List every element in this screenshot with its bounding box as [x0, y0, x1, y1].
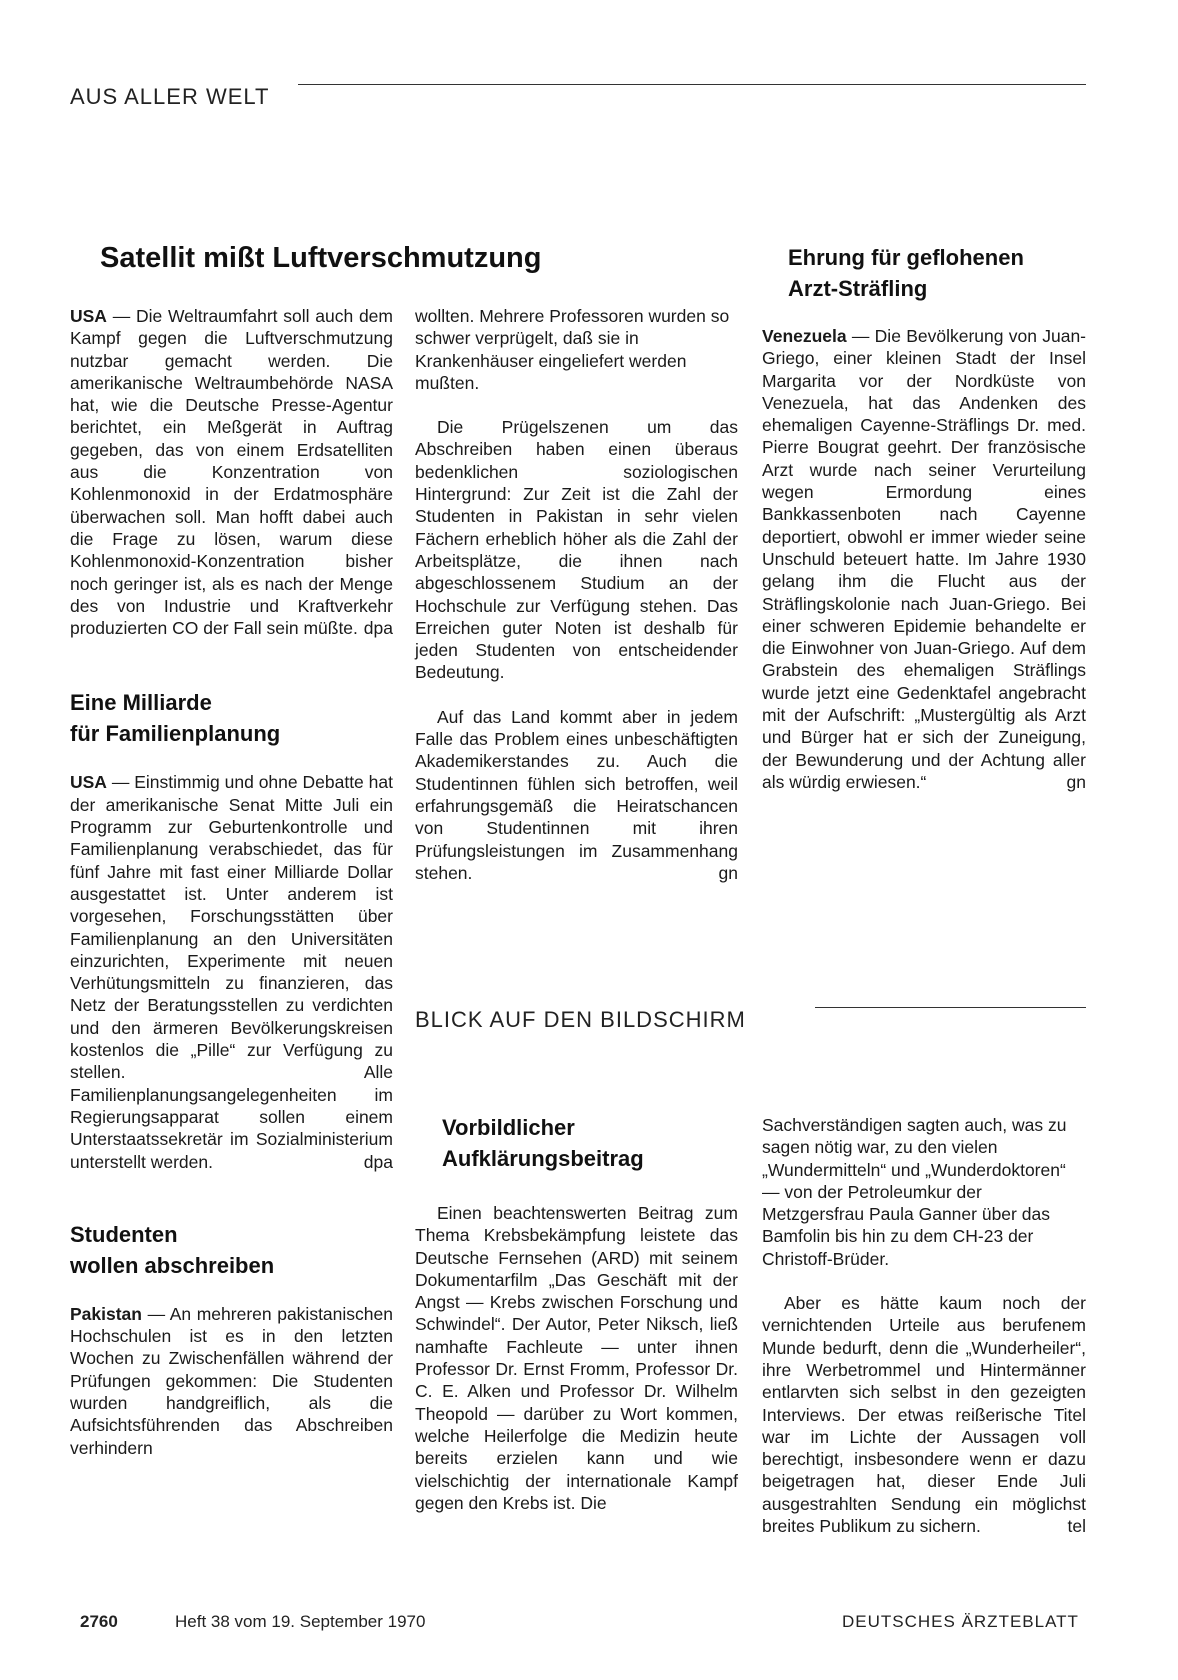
article-studenten-body-start: Pakistan — An mehreren pakistanischen Hochschulen ist es in den letzten Wochen zu Zwischenfällen während der Prüfungen gekommen: Die Studenten wurden handgreiflich, als die Aufsichtsführenden das Abschreiben verhindern [70, 1303, 393, 1458]
section-heading-2: BLICK AUF DEN BILDSCHIRM [415, 1007, 746, 1032]
article-studenten-para2: Die Prügelszenen um das Abschreiben haben einen überaus bedenklichen soziologischen Hintergrund: Zur Zeit ist die Zahl der Studenten in Pakistan in sehr vielen Fächern erheblich höher als die Zahl der Arbeitsplätze, die ihnen nach abgeschlossenem Studium an der Hochschule zur Verfügung stehen. Das Erreichen guter Noten ist deshalb für jeden Studenten von entscheidender Bedeutung. [415, 417, 738, 683]
location-tag: USA [70, 772, 107, 793]
article-studenten-body-cont: wollten. Mehrere Professoren wurden so schwer verprügelt, daß sie in Krankenhäuser eingeliefert werden mußten. [415, 306, 730, 393]
column-left [70, 305, 393, 1459]
headline-milliarde: Eine Milliarde für Familienplanung [70, 690, 281, 747]
location-tag: Venezuela [762, 326, 847, 346]
location-tag: Pakistan [70, 1303, 142, 1324]
journal-name: DEUTSCHES ÄRZTEBLATT [842, 1612, 1079, 1631]
headline-studenten: Studenten wollen abschreiben [70, 1221, 275, 1278]
signature: dpa [363, 1151, 393, 1172]
article-satellit-body: USA — Die Weltraumfahrt soll auch dem Kampf gegen die Luftverschmutzung nutzbar gemacht werden. Die amerikanische Weltraumbehörde NASA hat, wie die Deutsche Presse-Agentur berichtet, ein Meßgerät in Auftrag gegeben, das von einem Erdsatelliten aus die Konzentration von Kohlenmonoxid in der Erdatmosphäre überwachen soll. Man hofft dabei auch die Frage zu lösen, warum diese Kohlenmonoxid-Konzentration bisher noch geringer ist, als es nach der Menge des von Industrie und Kraftverkehr produzierten CO der Fall sein müßte. dpa [70, 306, 393, 639]
article-vorbildlich-para1: Einen beachtenswerten Beitrag zum Thema Krebsbekämpfung leistete das Deutsche Fernsehen (ARD) mit seinem Dokumentarfilm „Das Geschäft mit der Angst — Krebs zwischen Forschung und Schwindel“. Der Autor, Peter Niksch, ließ namhafte Fachleute — unter ihnen Professor Dr. Ernst Fromm, Professor Dr. C. E. Alken und Professor Dr. Wilhelm Theopold — darüber zu Wort kommen, welche Heilerfolge die Medizin heute bereits erzielen kann und wie vielschichtig der internationale Kampf gegen den Krebs ist. Die [415, 1203, 738, 1513]
column-middle-bottom [415, 1202, 738, 1514]
column-right [762, 325, 1086, 793]
signature: dpa [363, 618, 393, 639]
section-heading: AUS ALLER WELT [70, 84, 270, 109]
column-right-bottom [762, 1114, 1086, 1537]
issue-info: Heft 38 vom 19. September 1970 [175, 1612, 426, 1631]
article-milliarde-body: USA — Einstimmig und ohne Debatte hat der amerikanische Senat Mitte Juli ein Programm zur Geburtenkontrolle und Familienplanung verabschiedet, das für fünf Jahre mit fast einer Milliarde Dollar ausgestattet ist. Unter anderem ist vorgesehen, Forschungsstätten über Familienplanung an den Universitäten einzurichten, Experimente mit neuen Verhütungsmitteln zu finanzieren, das Netz der Beratungsstellen zu verdichten und den ärmeren Bevölkerungskreisen kostenlos die „Pille“ zur Verfügung zu stellen. Alle Familienplanungsangelegenheiten im Regierungsapparat sollen einem Unterstaatssekretär im Sozialministerium unterstellt werden. dpa [70, 772, 393, 1172]
section-rule [298, 84, 1086, 85]
signature: gn [718, 862, 738, 883]
headline-ehrung: Ehrung für geflohenen Arzt-Sträfling [788, 245, 1024, 301]
headline-satellit: Satellit mißt Luftverschmutzung [100, 242, 542, 274]
location-tag: USA [70, 306, 107, 326]
article-vorbildlich-para2: Aber es hätte kaum noch der vernichtenden Urteile aus berufenem Munde bedurft, denn die „Wunderheiler“, ihre Werbetrommel und Hintermänner entlarvten sich selbst in den gezeigten Interviews. Der etwas reißerische Titel war im Lichte der Aussagen voll berechtigt, insbesondere wenn er dazu beigetragen hat, dieser Ende Juli ausgestrahlten Sendung ein möglichst breites Publikum zu sichern. tel [762, 1293, 1086, 1537]
page-number: 2760 [80, 1612, 118, 1631]
column-middle [415, 305, 738, 884]
signature: tel [1067, 1516, 1086, 1537]
article-ehrung-body: Venezuela — Die Bevölkerung von Juan-Griego, einer kleinen Stadt der Insel Margarita vor der Nordküste von Venezuela, hat das Andenken des ehemaligen Cayenne-Sträflings Dr. med. Pierre Bougrat geehrt. Der französische Arzt wurde nach seiner Verurteilung wegen Ermordung eines Bankkassenboten nach Cayenne deportiert, obwohl er immer wieder seine Unschuld beteuert hatte. Im Jahre 1930 gelang ihm die Flucht aus der Sträflingskolonie nach Juan-Griego. Bei einer schweren Epidemie behandelte er die Einwohner von Juan-Griego. Auf dem Grabstein des ehemaligen Sträflings wurde jetzt eine Gedenktafel angebracht mit der Aufschrift: „Mustergültig als Arzt und Bürger hat er sich der Zuneigung, der Bewunderung und der Achtung aller als würdig erwiesen.“ gn [762, 326, 1086, 792]
headline-vorbildlich: Vorbildlicher Aufklärungsbeitrag [442, 1115, 644, 1171]
section-rule-2 [815, 1007, 1086, 1008]
article-vorbildlich-para1-cont: Sachverständigen sagten auch, was zu sagen nötig war, zu den vielen „Wundermitteln“ und „Wunderdoktoren“ — von der Petroleumkur der Metzgersfrau Paula Ganner über das Bamfolin bis hin zu dem CH-23 der Christoff-Brüder. [762, 1115, 1067, 1269]
signature: gn [1066, 771, 1086, 792]
article-studenten-para3: Auf das Land kommt aber in jedem Falle das Problem eines unbeschäftigten Akademikerstandes zu. Auch die Studentinnen fühlen sich betroffen, weil erfahrungsgemäß die Heiratschancen von Studentinnen mit ihren Prüfungsleistungen im Zusammenhang stehen. gn [415, 706, 738, 883]
